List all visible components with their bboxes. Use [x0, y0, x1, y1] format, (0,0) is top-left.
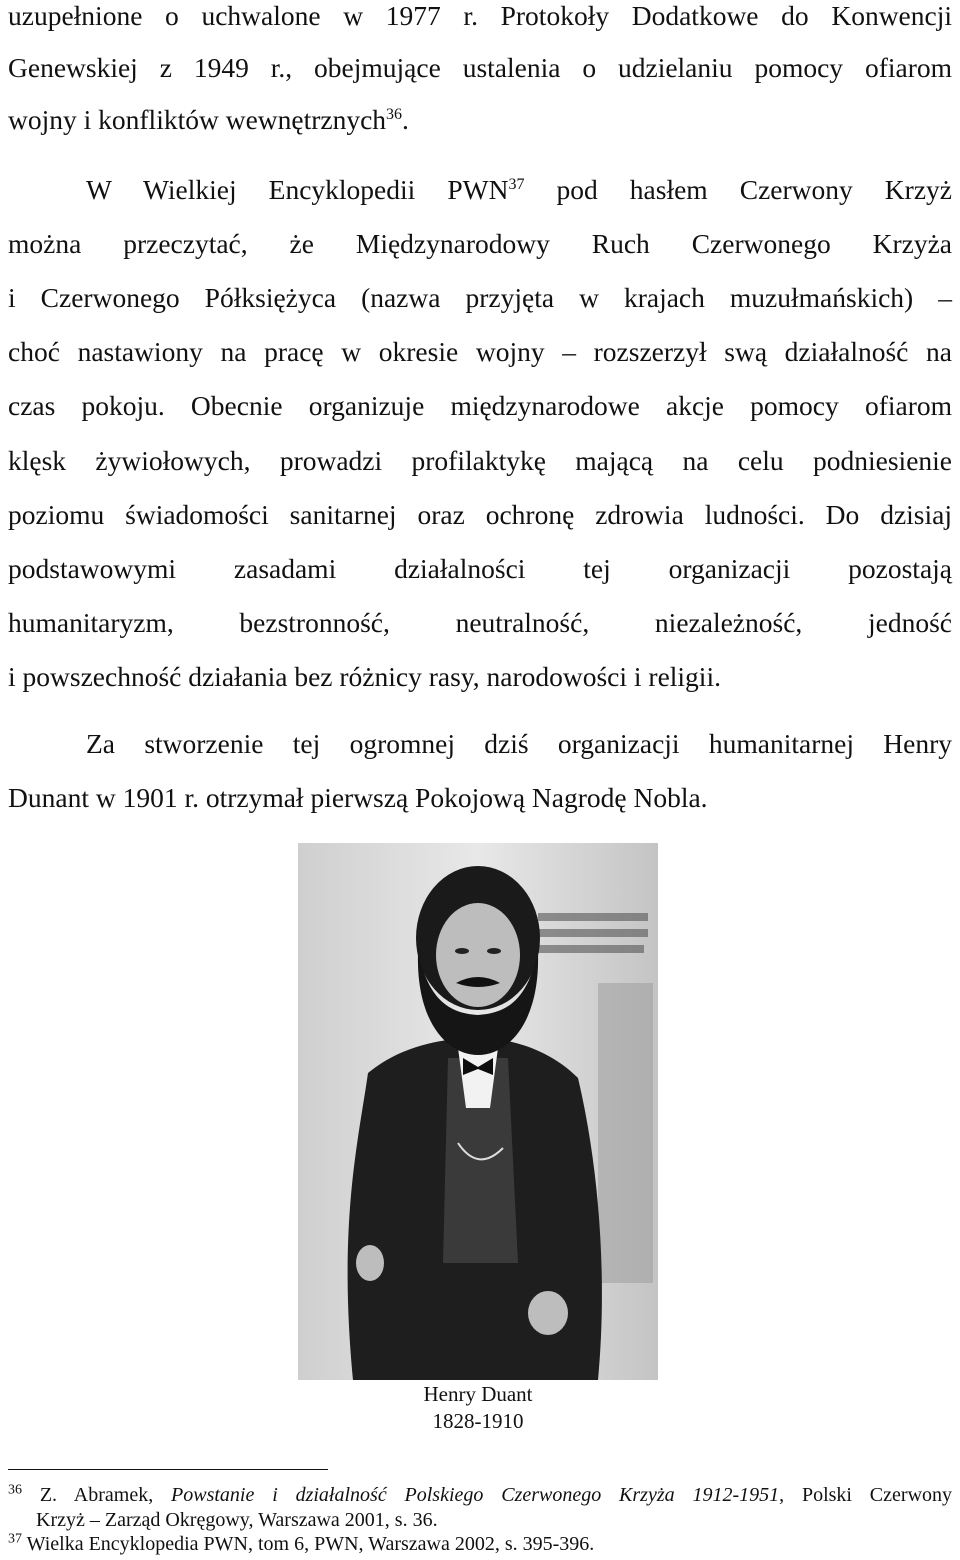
- footnote-37: [8, 1532, 952, 1556]
- paragraph-1-line-1: uzupełnione o uchwalone w 1977 r. Protokoły Dodatkowe do Konwencji: [8, 0, 952, 31]
- footnote-36-publisher-a: , Polski Czerwony: [779, 1484, 953, 1506]
- portrait-photo: [298, 843, 658, 1380]
- background-text-line: [534, 945, 644, 953]
- footnote-separator: [8, 1469, 328, 1470]
- footnote-36-author: Z. Abramek,: [22, 1484, 172, 1506]
- figure-caption-years: 1828-1910: [432, 1409, 524, 1433]
- face-shape: [436, 903, 520, 1007]
- paragraph-2-line-1a: W Wielkiej Encyklopedii PWN: [86, 174, 509, 205]
- footnote-ref-37[interactable]: 37: [508, 175, 525, 193]
- footnote-37-number: 37: [8, 1531, 22, 1547]
- paragraph-1-line-3-end: .: [402, 104, 409, 135]
- paragraph-2-line-5: czas pokoju. Obecnie organizuje międzynarodowe akcje pomocy ofiarom: [8, 390, 952, 421]
- background-page: [598, 983, 653, 1283]
- paragraph-2-line-7: poziomu świadomości sanitarnej oraz ochronę zdrowia ludności. Do dzisiaj: [8, 499, 952, 530]
- footnote-36-title: Powstanie i działalność Polskiego Czerwonego Krzyża 1912-1951: [171, 1484, 780, 1506]
- paragraph-1-line-3-text: wojny i konfliktów wewnętrznych: [8, 104, 387, 135]
- paragraph-2-line-6: klęsk żywiołowych, prowadzi profilaktykę mającą na celu podniesienie: [8, 445, 952, 476]
- paragraph-3-line-1: Za stworzenie tej ogromnej dziś organizacji humanitarnej Henry: [86, 728, 952, 759]
- footnote-36-number: 36: [8, 1482, 22, 1498]
- footnote-36-line-1: [8, 1483, 952, 1507]
- eye-left: [455, 948, 469, 954]
- figure-caption-name: Henry Duant: [423, 1382, 533, 1406]
- footnote-36-line-2: Krzyż – Zarząd Okręgowy, Warszawa 2001, s. 36.: [36, 1509, 438, 1531]
- portrait-illustration: [298, 843, 658, 1380]
- paragraph-2-line-10: i powszechność działania bez różnicy rasy, narodowości i religii.: [8, 661, 721, 692]
- paragraph-2-line-4: choć nastawiony na pracę w okresie wojny – rozszerzył swą działalność na: [8, 336, 952, 367]
- paragraph-1-line-3: [8, 102, 952, 138]
- paragraph-1-line-2: Genewskiej z 1949 r., obejmujące ustalenia o udzielaniu pomocy ofiarom: [8, 52, 952, 83]
- paragraph-3-line-2: Dunant w 1901 r. otrzymał pierwszą Pokojową Nagrodę Nobla.: [8, 782, 708, 813]
- eye-right: [487, 948, 501, 954]
- footnote-ref-36[interactable]: 36: [386, 105, 403, 123]
- paragraph-2-line-1: [86, 172, 952, 208]
- paragraph-2-line-1b: pod hasłem Czerwony Krzyż: [524, 174, 952, 205]
- background-text-line: [538, 913, 648, 921]
- paragraph-2-line-9: humanitaryzm, bezstronność, neutralność, niezależność, jedność: [8, 607, 952, 638]
- paragraph-2-line-8: podstawowymi zasadami działalności tej organizacji pozostają: [8, 553, 952, 584]
- paragraph-2-line-3: i Czerwonego Półksiężyca (nazwa przyjęta w krajach muzułmańskich) –: [8, 282, 952, 313]
- footnote-37-text: Wielka Encyklopedia PWN, tom 6, PWN, Warszawa 2002, s. 395-396.: [22, 1533, 595, 1555]
- left-hand: [356, 1245, 384, 1281]
- background-text-line: [536, 929, 648, 937]
- right-hand: [528, 1291, 568, 1335]
- paragraph-2-line-2: można przeczytać, że Międzynarodowy Ruch Czerwonego Krzyża: [8, 228, 952, 259]
